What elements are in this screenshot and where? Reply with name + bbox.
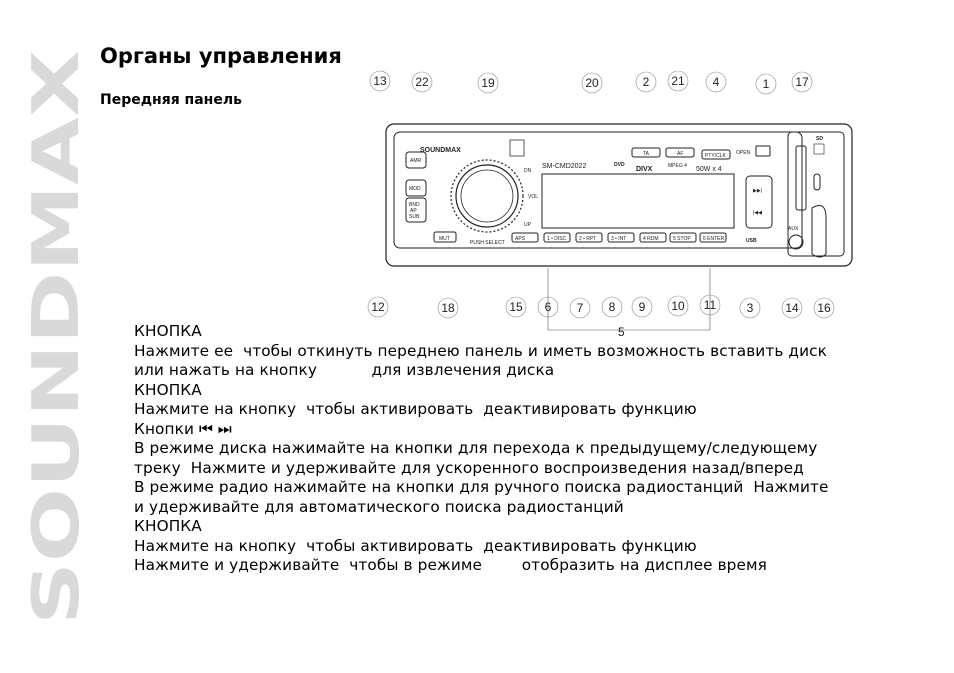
bottom-callout: 10: [671, 299, 685, 313]
top-callout: 21: [671, 74, 685, 88]
ta-label: TA: [643, 151, 650, 157]
body-line: Нажмите на кнопку чтобы активировать деактивировать функцию: [134, 400, 697, 418]
body-line: КНОПКА: [134, 322, 202, 340]
divx-logo: DIVX: [636, 166, 653, 173]
mpeg4-logo: MPEG 4: [668, 163, 687, 169]
body-line: и удерживайте для автоматического поиска радиостанций: [134, 497, 624, 516]
top-callout: 2: [642, 75, 650, 89]
vol-label: VOL: [528, 194, 539, 200]
bottom-preset-buttons: [512, 233, 726, 242]
bottom-callout: 11: [703, 298, 717, 312]
bottom-callout: 9: [638, 300, 646, 314]
bottom-callout: 6: [544, 300, 552, 314]
af-label: AF: [677, 151, 684, 157]
top-callout: 13: [373, 74, 387, 88]
body-line: Нажмите ее чтобы откинуть переднею панель и иметь возможность вставить диск: [134, 341, 828, 360]
top-callouts: [370, 71, 812, 94]
side-brand-logo: SOUNDMAX: [20, 203, 94, 625]
open-label: OPEN: [736, 150, 751, 156]
sd-card-slot[interactable]: [796, 146, 806, 210]
bottom-callout: 8: [608, 300, 616, 314]
body-line: Нажмите и удерживайте чтобы в режиме отобразить на дисплее время: [134, 556, 767, 574]
body-line: В режиме радио нажимайте на кнопки для ручного поиска радиостанций Нажмите: [134, 478, 829, 496]
volume-knob-inner: [461, 170, 513, 222]
preset-label: 6 ENTER: [703, 236, 725, 242]
sd-label: SD: [816, 136, 823, 142]
bottom-callout: 3: [746, 301, 754, 315]
front-panel-diagram: [360, 68, 850, 343]
push-select-label: PUSH SELECT: [470, 240, 505, 246]
bottom-callout: 15: [509, 300, 523, 314]
up-label: UP: [524, 222, 531, 228]
ap-label: AP: [410, 208, 417, 214]
aux-label: AUX: [788, 226, 799, 232]
body-line: КНОПКА: [134, 517, 202, 535]
lcd-display: [542, 174, 734, 228]
body-line: Нажмите на кнопку чтобы активировать деактивировать функцию: [134, 536, 697, 555]
body-line: треку Нажмите и удерживайте для ускоренного воспроизведения назад/вперед: [134, 458, 804, 477]
bottom-callout: 12: [371, 300, 385, 314]
disc-logo-icon: [510, 140, 524, 156]
volume-knob-mid: [456, 165, 518, 227]
sub-label: SUB: [409, 214, 420, 220]
body-line: КНОПКА: [134, 380, 202, 399]
preset-label: 4 RDM: [643, 236, 659, 242]
preset-label: 1 • DISC: [547, 236, 567, 242]
dvd-logo: DVD: [614, 162, 625, 168]
top-callout: 17: [795, 75, 809, 89]
bottom-callouts: [368, 295, 834, 318]
preset-label: APS: [515, 236, 526, 242]
eject-indicator: [814, 174, 820, 190]
bottom-callout: 14: [785, 301, 799, 315]
bottom-callout: 7: [576, 301, 584, 315]
body-text: [134, 322, 874, 576]
top-callout: 4: [712, 75, 720, 89]
usb-cover[interactable]: [812, 206, 826, 257]
preset-label: 5 STOP: [673, 236, 691, 242]
preset-label: 2 • RPT: [579, 236, 597, 242]
volume-knob-outer[interactable]: [451, 160, 523, 232]
side-brand-watermark: [20, 40, 94, 630]
bottom-callout: 18: [441, 301, 455, 315]
group-bracket: [548, 268, 710, 330]
sd-icon: [814, 144, 824, 154]
top-callout: 19: [481, 76, 495, 90]
body-line: В режиме диска нажимайте на кнопки для перехода к предыдущему/следующему: [134, 439, 818, 457]
section-subtitle: Передняя панель: [100, 92, 242, 108]
dn-label: DN: [524, 168, 532, 174]
body-line: Кнопки ⏮ ⏭: [134, 419, 232, 438]
mod-label: MOD: [409, 186, 421, 192]
next-icon: ▶▶|: [753, 188, 762, 194]
top-callout: 1: [762, 77, 770, 91]
group-callout-5: 5: [618, 325, 625, 339]
bnd-label: BND: [409, 202, 420, 208]
usb-logo: USB: [746, 238, 757, 244]
page-title: Органы управления: [100, 44, 342, 68]
pty-label: PTY/CLK: [705, 153, 726, 159]
amr-label: AMR: [410, 158, 422, 164]
panel-model: SM-CMD2022: [542, 163, 587, 170]
top-callout: 22: [415, 75, 429, 89]
aux-jack[interactable]: [789, 235, 803, 249]
prev-icon: |◀◀: [753, 210, 762, 216]
body-line: или нажать на кнопку для извлечения диска: [134, 361, 555, 379]
top-callout: 20: [585, 76, 599, 90]
mut-label: MUT: [439, 236, 450, 242]
open-button[interactable]: [756, 146, 770, 156]
preset-label: 3 • INT: [611, 236, 627, 242]
bottom-callout: 16: [817, 301, 831, 315]
power-label: 50W x 4: [696, 166, 722, 173]
seek-buttons[interactable]: [746, 176, 772, 228]
panel-brand: SOUNDMAX: [420, 147, 461, 154]
